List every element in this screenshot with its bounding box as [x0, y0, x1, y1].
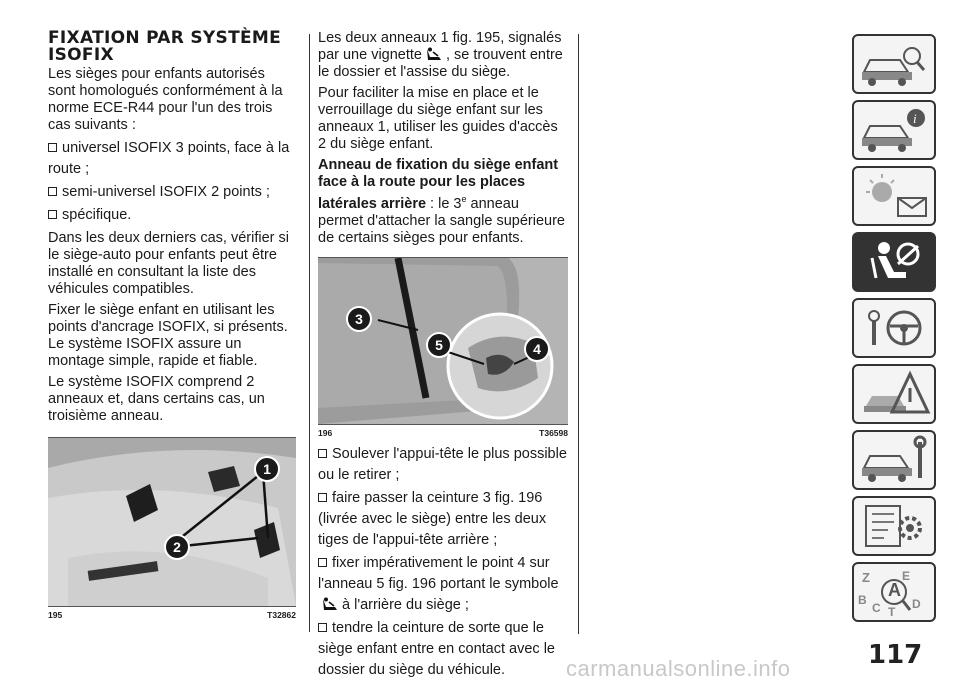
subsection-title: Anneau de fixation du siège enfant face à la route pour les places latérales arrière: [318, 157, 559, 212]
bullet-item: [48, 182, 296, 203]
step-text: à l'arrière du siège ;: [342, 596, 469, 613]
intro-paragraph: Les sièges pour enfants autorisés sont homologués conformément à la norme ECE-R44 pour l'un des trois cas suivants :: [48, 66, 283, 133]
callout-4: 4: [524, 336, 550, 362]
child-seat-symbol-icon: [424, 47, 444, 61]
tab-car-info[interactable]: [852, 100, 936, 160]
car-magnifier-icon: [854, 36, 934, 92]
paragraph: Dans les deux derniers cas, vérifier si le siège-auto pour enfants peut être installé en consultant la liste des véhicules compatibles.: [48, 230, 289, 297]
alphabet-index-icon: [854, 564, 934, 620]
index-letter: B: [858, 593, 867, 607]
chapter-sidebar: [852, 34, 936, 628]
paragraph: Pour faciliter la mise en place et le verrouillage du siège enfant sur les anneaux 1, utiliser les guides d'accès 2 du siège enfant.: [318, 85, 558, 152]
heading-line-2: ISOFIX: [48, 45, 114, 65]
column-divider: [578, 34, 579, 634]
superscript: e: [461, 194, 467, 204]
paragraph-text: Les deux anneaux 1 fig. 195, signalés par une vignette: [318, 30, 562, 63]
index-letter: T: [888, 605, 896, 619]
bullet-item: [48, 205, 296, 226]
index-letter: A: [888, 580, 901, 600]
tab-maintenance[interactable]: [852, 430, 936, 490]
right-column: [318, 30, 568, 683]
bullet-item: [48, 138, 296, 180]
tab-seat-airbag[interactable]: [852, 232, 936, 292]
step-text: tendre la ceinture de sorte que le siège enfant entre en contact avec le dossier du siège du véhicule.: [318, 619, 555, 678]
figure-195-caption: [48, 610, 296, 620]
callout-5: 5: [426, 332, 452, 358]
paragraph: Le système ISOFIX comprend 2 anneaux et, dans certains cas, un troisième anneau.: [48, 374, 265, 424]
paragraph: Fixer le siège enfant en utilisant les points d'ancrage ISOFIX, si présents. Le système ISOFIX assure un montage simple, rapide et fiable.: [48, 302, 288, 369]
index-letter: C: [872, 601, 881, 615]
bullet-text: semi-universel ISOFIX 2 points ;: [62, 184, 270, 200]
figure-number: 195: [48, 610, 63, 620]
heading-line-1: FIXATION PAR SYSTÈME: [48, 28, 282, 48]
figure-code: T36598: [539, 427, 568, 438]
subsection: [318, 157, 568, 247]
step-item: [318, 488, 568, 551]
checkbox-bullet-icon: [318, 623, 327, 632]
car-info-icon: [854, 102, 934, 158]
tab-emergency[interactable]: [852, 364, 936, 424]
car-wrench-icon: [854, 432, 934, 488]
column-divider: [309, 34, 310, 632]
warning-light-message-icon: [854, 168, 934, 224]
index-letter: Z: [862, 570, 870, 585]
checkbox-bullet-icon: [318, 493, 327, 502]
checkbox-bullet-icon: [48, 187, 57, 196]
warning-triangle-car-icon: [854, 366, 934, 422]
checkbox-bullet-icon: [48, 210, 57, 219]
step-text: Soulever l'appui-tête le plus possible ou le retirer ;: [318, 445, 567, 483]
index-letter: E: [902, 569, 911, 583]
step-item: [318, 553, 568, 616]
watermark[interactable]: carmanualsonline.info: [566, 656, 791, 681]
checkbox-bullet-icon: [48, 143, 57, 152]
callout-1: 1: [254, 456, 280, 482]
figure-code: T32862: [267, 610, 296, 620]
bullet-text: universel ISOFIX 3 points, face à la route ;: [48, 140, 290, 177]
figure-196-caption: [318, 428, 568, 438]
tab-specifications[interactable]: [852, 496, 936, 556]
tab-warning-lights[interactable]: [852, 166, 936, 226]
bullet-text: spécifique.: [62, 207, 132, 223]
tab-alphabetical-index[interactable]: [852, 562, 936, 622]
callout-3: 3: [346, 306, 372, 332]
checkbox-bullet-icon: [318, 449, 327, 458]
step-item: [318, 618, 568, 681]
specifications-gear-icon: [854, 498, 934, 554]
tab-car-magnifier[interactable]: [852, 34, 936, 94]
paragraph: [318, 30, 568, 81]
page-number: 117: [868, 640, 923, 670]
child-seat-symbol-icon: [320, 597, 340, 611]
key-steering-wheel-icon: [854, 300, 934, 356]
subsection-text: : le 3: [426, 195, 462, 212]
paragraph-text: , se trouvent entre le dossier et l'assise du siège.: [318, 47, 563, 80]
index-letter: D: [912, 597, 921, 611]
seat-airbag-icon: [854, 234, 934, 290]
left-column: [48, 30, 296, 626]
tab-key-steering[interactable]: [852, 298, 936, 358]
step-text: fixer impérativement le point 4 sur l'anneau 5 fig. 196 portant le symbole: [318, 554, 559, 592]
figure-196-image: [318, 257, 568, 425]
step-item: [318, 444, 568, 486]
figure-195-image: [48, 437, 296, 607]
section-heading: [48, 30, 296, 64]
step-text: faire passer la ceinture 3 fig. 196 (livrée avec le siège) entre les deux tiges de l'appui-tête arrière ;: [318, 489, 547, 548]
callout-2: 2: [164, 534, 190, 560]
svg-text:i: i: [913, 111, 917, 126]
checkbox-bullet-icon: [318, 558, 327, 567]
figure-number: 196: [318, 427, 333, 438]
subsection-text: anneau permet d'attacher la sangle supérieure de certains sièges pour enfants.: [318, 195, 565, 246]
